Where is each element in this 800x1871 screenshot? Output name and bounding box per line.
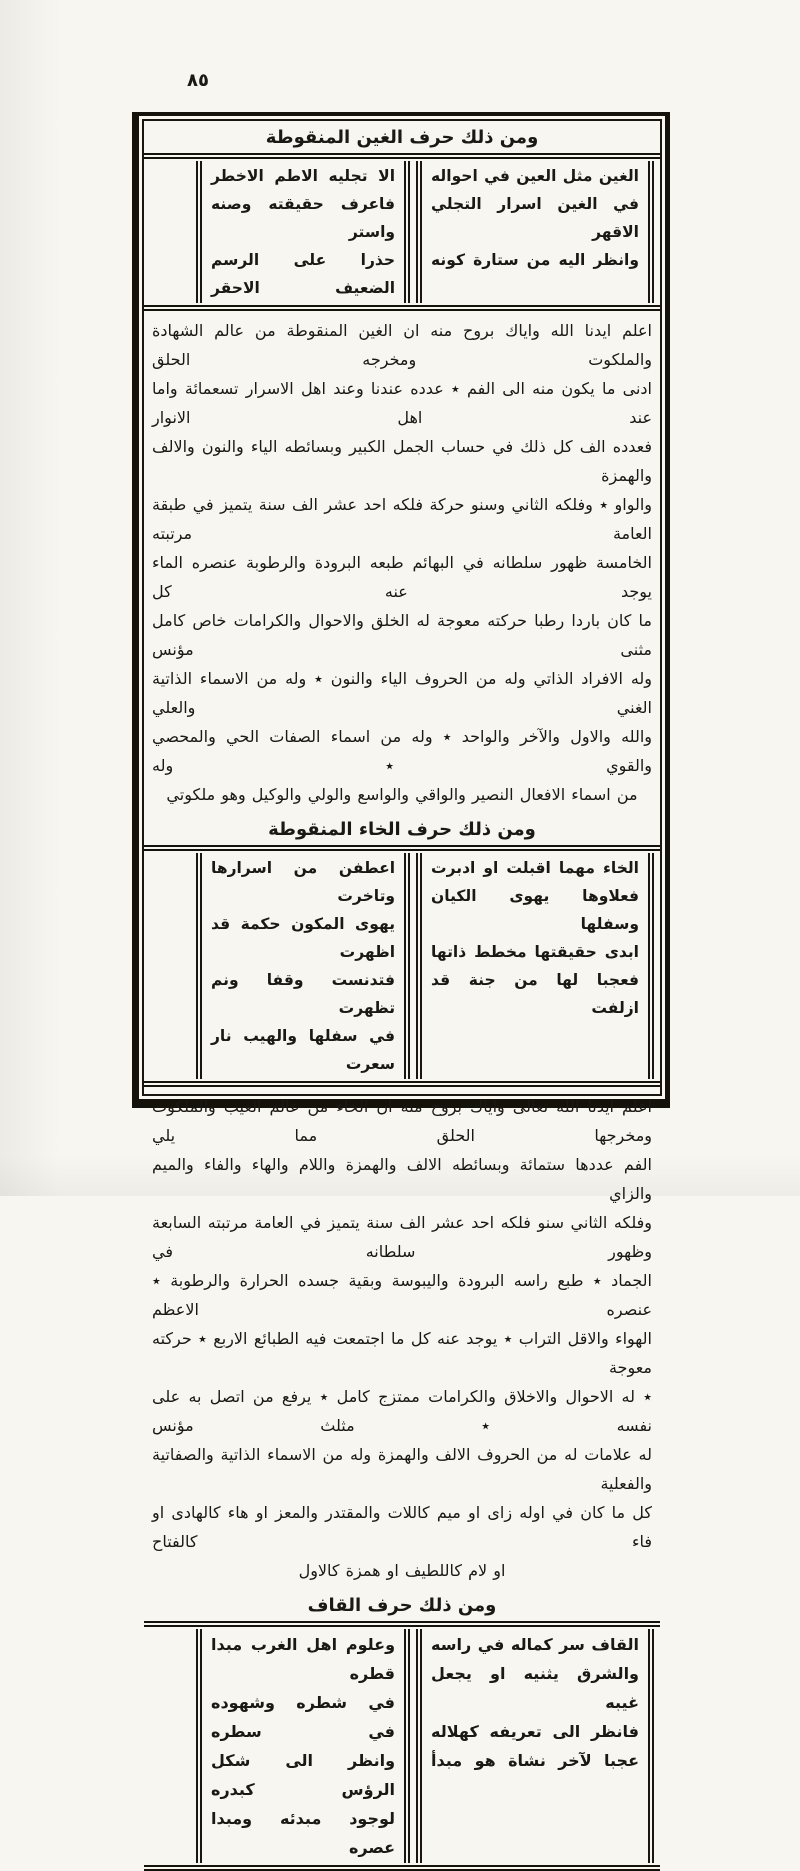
paragraph-line: الفم عددها ستمائة وبسائطه الالف والهمزة واللام والهاء والفاء والميم والزاي xyxy=(152,1155,652,1203)
verse-line: وانظر الى شكل الرؤس كبدره xyxy=(211,1751,396,1799)
verse-line: وعلوم اهل الغرب مبدا قطره xyxy=(211,1635,396,1683)
paragraph-line: والواو ٭ وفلكه الثاني وسنو حركة فلكه احد عشر الف سنة يتميز في طبقة العامة مرتبته xyxy=(152,495,652,543)
paragraph-line: اعلم ايدنا الله واياك بروح منه ان الغين المنقوطة من عالم الشهادة والملكوت ومخرجه الحلق xyxy=(152,321,652,369)
verse-column-second-hemistich xyxy=(196,853,410,1079)
page-frame xyxy=(132,112,670,1857)
verse-line: في الغين اسرار التجلي الاقهر xyxy=(431,195,639,241)
verse-table-qaf xyxy=(144,1621,660,1871)
verse-line: وانظر اليه من ستارة كونه xyxy=(431,251,639,269)
paragraph-line: وله الافراد الذاتي وله من الحروف الياء والنون ٭ وله من الاسماء الذاتية الغني والعلي xyxy=(152,669,652,717)
section-heading-qaf: ومن ذلك حرف القاف xyxy=(307,1595,497,1616)
verse-line: الا تجليه الاطم الاخطر xyxy=(211,167,396,185)
paragraph-line: ادنى ما يكون منه الى الفم ٭ عدده عندنا وعند اهل الاسرار تسعمائة واما عند اهل الانوار xyxy=(152,379,652,427)
verse-line: في شطره وشهوده في سطره xyxy=(211,1693,396,1741)
verse-line: ابدى حقيقتها مخطط ذاتها xyxy=(431,943,639,961)
page-frame-inner-rule xyxy=(142,119,662,1857)
verse-table-ghayn xyxy=(144,153,660,311)
section-heading-ghayn: ومن ذلك حرف الغين المنقوطة xyxy=(265,127,539,148)
verse-column-second-hemistich xyxy=(196,161,410,303)
verse-line: اعطفن من اسرارها وتاخرت xyxy=(211,859,396,905)
paragraph-line: كل ما كان في اوله زاى او ميم كاللات والمقتدر والمعز او هاء كالهادى او فاء كالفتاح xyxy=(152,1503,652,1551)
verse-column-first-hemistich xyxy=(416,853,654,1079)
paragraph-kha xyxy=(144,1087,660,1589)
paragraph-line: ٭ له الاحوال والاخلاق والكرامات ممتزج كامل ٭ يرفع من اتصل به على نفسه ٭ مثلث مؤنس xyxy=(152,1387,652,1435)
verse-line: الغين مثل العين في احواله xyxy=(431,167,639,185)
paragraph-line: الجماد ٭ طبع راسه البرودة واليبوسة وبقية جسده الحرارة والرطوبة ٭ عنصره الاعظم xyxy=(152,1271,652,1319)
verse-line: فاعرف حقيقته وصنه واستر xyxy=(211,195,396,241)
page-number: ٨٥ xyxy=(187,70,209,91)
verse-column-first-hemistich xyxy=(416,1629,654,1863)
paragraph-line: له علامات له من الحروف الالف والهمزة وله من الاسماء الذاتية والصفاتية والفعلية xyxy=(152,1445,652,1493)
verse-line: لوجود مبدئه ومبدا عصره xyxy=(211,1809,396,1857)
verse-line: يهوى المكون حكمة قد اظهرت xyxy=(211,915,396,961)
verse-line: فعلاوها يهوى الكيان وسفلها xyxy=(431,887,639,933)
paragraph-line: او لام كاللطيف او همزة كالاول xyxy=(298,1561,506,1580)
paragraph-line: الخامسة ظهور سلطانه في البهائم طبعه البرودة والرطوبة عنصره الماء يوجد عنه كل xyxy=(152,553,652,601)
paragraph-line: فعدده الف كل ذلك في حساب الجمل الكبير وبسائطه الياء والنون والالف والهمزة xyxy=(152,437,652,485)
paragraph-line: اعلم ايدنا الله تعالى واياك بروح منه ان الخاء من عالم الغيب والملكوت ومخرجها الحلق مما يلي xyxy=(152,1097,652,1145)
paragraph-line: وفلكه الثاني سنو فلكه احد عشر الف سنة يتميز في العامة مرتبته السابعة وظهور سلطانه في xyxy=(152,1213,652,1261)
verse-table-kha xyxy=(144,845,660,1087)
verse-column-first-hemistich xyxy=(416,161,654,303)
paragraph-line: الهواء والاقل التراب ٭ يوجد عنه كل ما اجتمعت فيه الطبائع الاربع ٭ حركته معوجة xyxy=(152,1329,652,1377)
verse-column-second-hemistich xyxy=(196,1629,410,1863)
section-heading-kha: ومن ذلك حرف الخاء المنقوطة xyxy=(268,819,536,840)
verse-line: الخاء مهما اقبلت او ادبرت xyxy=(431,859,639,877)
verse-line: في سفلها والهيب نار سعرت xyxy=(211,1027,396,1073)
verse-line: فانظر الى تعريفه كهلاله xyxy=(431,1722,639,1741)
verse-line: والشرق يثنيه او يجعل غيبه xyxy=(431,1664,639,1712)
verse-line: القاف سر كماله في راسه xyxy=(431,1635,639,1654)
verse-line: حذرا على الرسم الضعيف الاحقر xyxy=(211,251,396,297)
paragraph-ghayn xyxy=(144,311,660,813)
paragraph-line: من اسماء الافعال النصير والواقي والواسع والولي والوكيل وهو ملكوتي xyxy=(166,785,638,804)
paragraph-line: ما كان باردا رطبا حركته معوجة له الخلق والاحوال والكرامات خاص كامل مثنى مؤنس xyxy=(152,611,652,659)
verse-line: فعجبا لها من جنة قد ازلفت xyxy=(431,971,639,1017)
verse-line: عجبا لآخر نشاة هو مبدأ xyxy=(431,1751,639,1770)
paragraph-line: والله والاول والآخر والواحد ٭ وله من اسماء الصفات الحي والمحصي والقوي ٭ وله xyxy=(152,727,652,775)
verse-line: فتدنست وقفا ونم تظهرت xyxy=(211,971,396,1017)
